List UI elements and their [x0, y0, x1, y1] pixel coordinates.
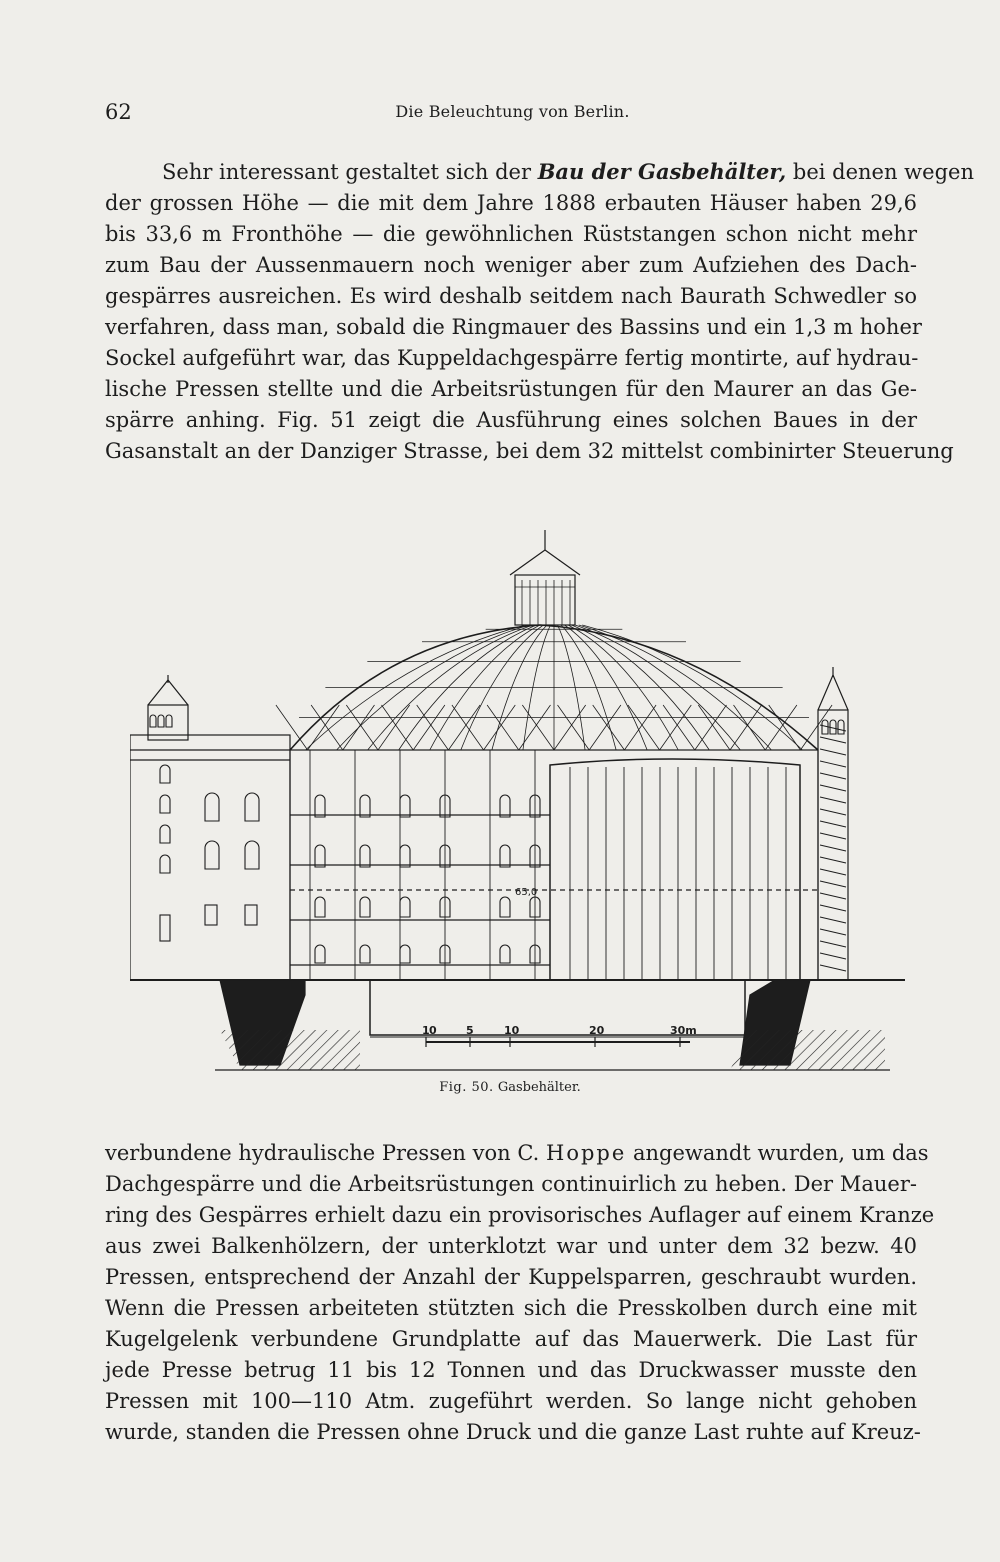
gasholder-cross-section-drawing: [130, 525, 905, 1085]
running-title: Die Beleuchtung von Berlin.: [395, 102, 630, 121]
text-line: zum Bau der Aussenmauern noch weniger aber zum Aufziehen des Dach-: [105, 253, 917, 277]
text-line: lische Pressen stellte und die Arbeitsrüstungen für den Maurer an das Ge-: [105, 377, 917, 401]
text-line: gespärres ausreichen. Es wird deshalb seitdem nach Baurath Schwedler so: [105, 284, 917, 308]
text-line: ring des Gespärres erhielt dazu ein provisorisches Auflager auf einem Kranze: [105, 1203, 935, 1227]
scale-label: 30m: [670, 1024, 697, 1037]
scale-label: 1: [422, 1024, 430, 1037]
text-line: der grossen Höhe — die mit dem Jahre 1888 erbauten Häuser haben 29,6: [105, 191, 917, 215]
text-line: verbundene hydraulische Pressen von C. Hoppe angewandt wurden, um das: [105, 1141, 929, 1165]
scale-bar: [426, 1037, 690, 1047]
text-line: bis 33,6 m Fronthöhe — die gewöhnlichen Rüststangen schon nicht mehr: [105, 222, 917, 246]
scale-label: 5: [466, 1024, 474, 1037]
text-line: Pressen mit 100—110 Atm. zugeführt werden. So lange nicht gehoben: [105, 1389, 917, 1413]
scale-label: 20: [589, 1024, 605, 1037]
dimension-label: 65,0: [515, 887, 538, 898]
body-paragraph-bottom: [105, 1138, 935, 1448]
text-line: verfahren, dass man, sobald die Ringmauer des Bassins und ein 1,3 m hoher: [105, 315, 922, 339]
text-line: Gasanstalt an der Danziger Strasse, bei dem 32 mittelst combinirter Steuerung: [105, 439, 954, 463]
text-line: Kugelgelenk verbundene Grundplatte auf das Mauerwerk. Die Last für: [105, 1327, 917, 1351]
text-line: spärre anhing. Fig. 51 zeigt die Ausführung eines solchen Baues in der: [105, 408, 917, 432]
text-line: jede Presse betrug 11 bis 12 Tonnen und das Druckwasser musste den: [105, 1358, 917, 1382]
text-line: Sehr interessant gestaltet sich der Bau der Gasbehälter, bei denen wegen: [162, 159, 974, 184]
text-line: Dachgespärre und die Arbeitsrüstungen continuirlich zu heben. Der Mauer-: [105, 1172, 917, 1196]
scale-label: 0: [429, 1024, 437, 1037]
figure-caption: [0, 1080, 1000, 1095]
page-header: [105, 100, 920, 132]
text-line: Pressen, entsprechend der Anzahl der Kuppelsparren, geschraubt wurden.: [105, 1265, 917, 1289]
body-paragraph-top: [105, 156, 974, 467]
text-line: Sockel aufgeführt war, das Kuppeldachgespärre fertig montirte, auf hydrau-: [105, 346, 919, 370]
text-line: aus zwei Balkenhölzern, der unterklotzt war und unter dem 32 bezw. 40: [105, 1234, 917, 1258]
caption-text: Gasbehälter.: [497, 1080, 581, 1095]
spaced-name: Hoppe: [546, 1141, 627, 1165]
caption-number: Fig. 50.: [439, 1080, 494, 1095]
gasholder-illustration: [130, 525, 905, 1085]
emphasized-term: Bau der Gasbehälter,: [537, 159, 787, 184]
scale-label: 10: [504, 1024, 520, 1037]
text-line: wurde, standen die Pressen ohne Druck und die ganze Last ruhte auf Kreuz-: [105, 1420, 921, 1444]
text-line: Wenn die Pressen arbeiteten stützten sich die Presskolben durch eine mit: [105, 1296, 917, 1320]
page-number: 62: [105, 100, 132, 124]
